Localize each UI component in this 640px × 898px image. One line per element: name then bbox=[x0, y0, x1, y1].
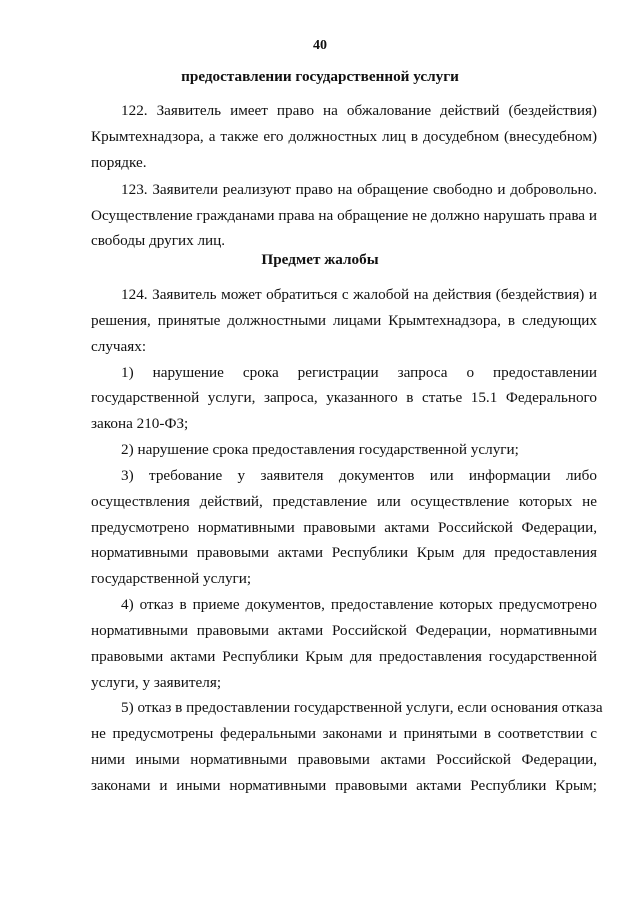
item-5-line-2: не предусмотрены федеральными законами и принятыми в соответствии с bbox=[91, 725, 597, 742]
item-4-line-4: услуги, у заявителя; bbox=[91, 674, 222, 691]
item-5-line-1: 5) отказ в предоставлении государственной услуги, если основания отказа bbox=[121, 699, 603, 716]
item-5-line-3: ними иными нормативными правовыми актами Российской Федерации, bbox=[91, 751, 597, 768]
paragraph-123-line-1: 123. Заявители реализуют право на обращение свободно и добровольно. bbox=[121, 181, 597, 198]
item-1-line-1: 1) нарушение срока регистрации запроса о предоставлении bbox=[121, 364, 597, 381]
item-1-line-2: государственной услуги, запроса, указанного в статье 15.1 Федерального bbox=[91, 389, 597, 406]
section-heading: Предмет жалобы bbox=[261, 251, 379, 268]
paragraph-124-line-3: случаях: bbox=[91, 338, 147, 355]
item-4-line-3: правовыми актами Республики Крым для предоставления государственной bbox=[91, 648, 597, 665]
paragraph-124-line-1: 124. Заявитель может обратиться с жалобой на действия (бездействия) и bbox=[121, 286, 597, 303]
section-title-continuation: предоставлении государственной услуги bbox=[181, 68, 459, 85]
item-1-line-3: закона 210-ФЗ; bbox=[91, 415, 189, 432]
paragraph-122-line-1: 122. Заявитель имеет право на обжалование действий (бездействия) bbox=[121, 102, 597, 119]
paragraph-123-line-2: Осуществление гражданами права на обращение не должно нарушать права и bbox=[91, 207, 597, 224]
paragraph-123-line-3: свободы других лиц. bbox=[91, 232, 226, 249]
item-4-line-2: нормативными правовыми актами Российской Федерации, нормативными bbox=[91, 622, 597, 639]
page-number: 40 bbox=[313, 38, 327, 53]
item-3-line-1: 3) требование у заявителя документов или информации либо bbox=[121, 467, 597, 484]
item-4-line-1: 4) отказ в приеме документов, предоставление которых предусмотрено bbox=[121, 596, 597, 613]
paragraph-122-line-3: порядке. bbox=[91, 154, 147, 171]
item-2-line-1: 2) нарушение срока предоставления государственной услуги; bbox=[121, 441, 519, 458]
item-3-line-3: предусмотрено нормативными правовыми актами Российской Федерации, bbox=[91, 519, 597, 536]
paragraph-122-line-2: Крымтехнадзора, а также его должностных лиц в досудебном (внесудебном) bbox=[91, 128, 597, 145]
item-3-line-4: нормативными правовыми актами Республики Крым для предоставления bbox=[91, 544, 597, 561]
item-5-line-4: законами и иными нормативными правовыми актами Республики Крым; bbox=[91, 777, 597, 794]
paragraph-124-line-2: решения, принятые должностными лицами Крымтехнадзора, в следующих bbox=[91, 312, 597, 329]
item-3-line-2: осуществления действий, представление или осуществление которых не bbox=[91, 493, 597, 510]
item-3-line-5: государственной услуги; bbox=[91, 570, 252, 587]
